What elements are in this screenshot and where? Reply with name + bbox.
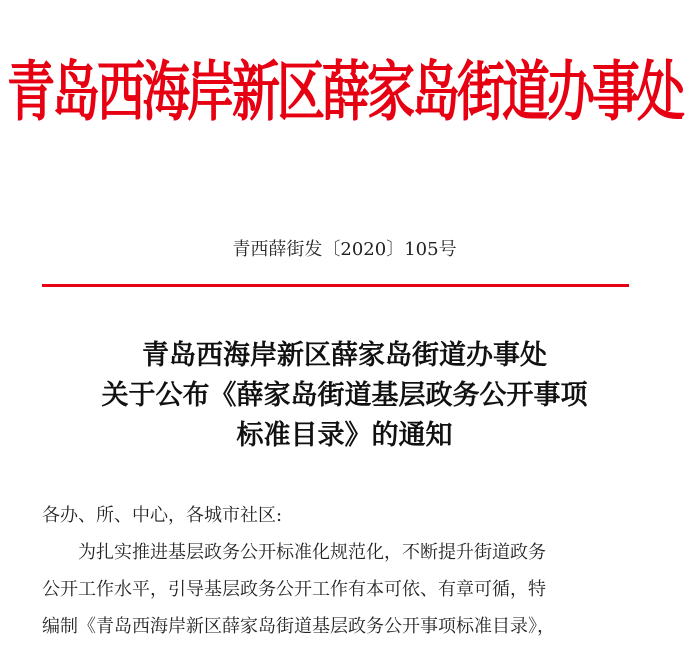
body-line-2: 公开工作水平，引导基层政务公开工作有本可依、有章可循，特 xyxy=(42,579,546,600)
body-line-1: 为扎实推进基层政务公开标准化规范化，不断提升街道政务 xyxy=(78,542,546,563)
red-masthead-title: 青岛西海岸新区薛家岛街道办事处 xyxy=(6,54,682,131)
notice-title-line-3: 标准目录》的通知 xyxy=(236,420,453,451)
document-number: 青西薛街发〔2020〕105号 xyxy=(232,239,457,260)
notice-title-line-2: 关于公布《薛家岛街道基层政务公开事项 xyxy=(101,380,588,411)
notice-title xyxy=(0,336,689,456)
body-line-3: 编制《青岛西海岸新区薛家岛街道基层政务公开事项标准目录》， xyxy=(42,616,555,637)
notice-title-line-1: 青岛西海岸新区薛家岛街道办事处 xyxy=(142,340,547,371)
salutation: 各办、所、中心，各城市社区: xyxy=(42,505,283,526)
notice-body xyxy=(42,497,642,645)
red-divider-line xyxy=(42,284,629,287)
